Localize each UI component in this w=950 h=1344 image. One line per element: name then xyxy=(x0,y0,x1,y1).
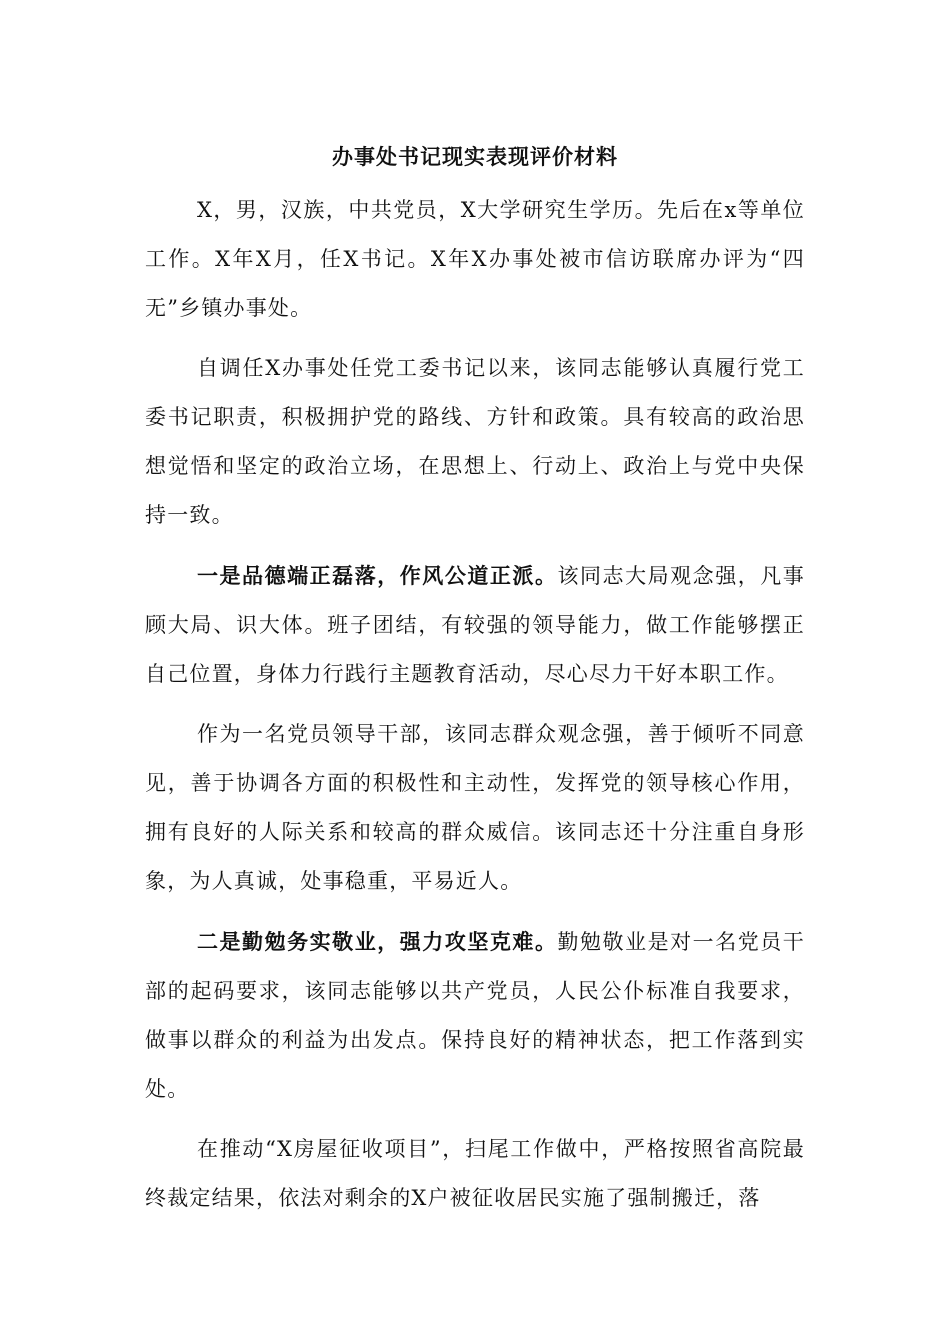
paragraph-lead-heading: 一是品德端正磊落，作风公道正派。 xyxy=(197,563,558,588)
paragraph-diligence xyxy=(145,917,805,1114)
document-body xyxy=(145,186,805,1234)
paragraph-profile xyxy=(145,186,805,333)
paragraph-character xyxy=(145,551,805,699)
paragraph-text: 在推动“X房屋征收项目”，扫尾工作做中，严格按照省高院最终裁定结果，依法对剩余的X户被征收居民实施了强制搬迁，落 xyxy=(145,1137,805,1210)
paragraph-text: 该同志大局观念强，凡事顾大局、识大体。班子团结，有较强的领导能力，做工作能够摆正自己位置，身体力行践行主题教育活动，尽心尽力干好本职工作。 xyxy=(145,564,806,686)
paragraph-text: 自调任X办事处任党工委书记以来，该同志能够认真履行党工委书记职责，积极拥护党的路线、方针和政策。具有较高的政治思想觉悟和坚定的政治立场，在思想上、行动上、政治上与党中央保持一致。 xyxy=(145,356,805,527)
paragraph-text: 勤勉敬业是对一名党员干部的起码要求，该同志能够以共产党员，人民公仆标准自我要求，做事以群众的利益为出发点。保持良好的精神状态，把工作落到实处。 xyxy=(145,930,806,1101)
paragraph-leadership xyxy=(145,710,805,906)
paragraph-lead-heading: 二是勤勉务实敬业，强力攻坚克难。 xyxy=(197,929,558,954)
paragraph-political-stance xyxy=(145,344,805,540)
paragraph-text: 作为一名党员领导干部，该同志群众观念强，善于倾听不同意见，善于协调各方面的积极性和主动性，发挥党的领导核心作用，拥有良好的人际关系和较高的群众威信。该同志还十分注重自身形象，为人真诚，处事稳重，平易近人。 xyxy=(145,722,805,893)
document-title: 办事处书记现实表现评价材料 xyxy=(332,144,618,169)
paragraph-text: X，男，汉族，中共党员，X大学研究生学历。先后在x等单位工作。X年X月，任X书记。X年X办事处被市信访联席办评为“四无”乡镇办事处。 xyxy=(145,198,805,320)
paragraph-project xyxy=(145,1125,805,1223)
